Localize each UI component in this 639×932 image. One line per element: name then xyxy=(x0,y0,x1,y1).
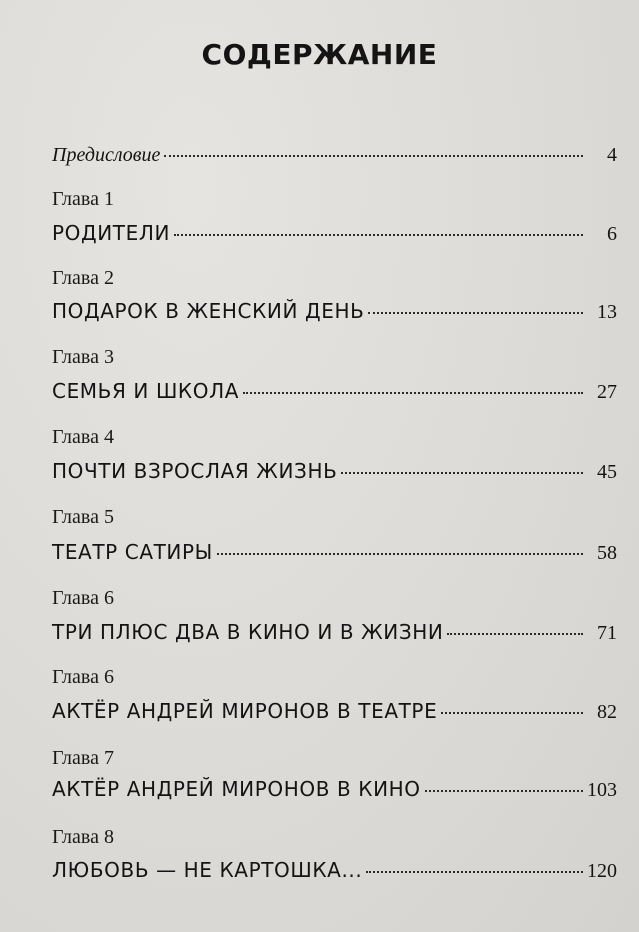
toc-page-number: 27 xyxy=(597,381,617,403)
chapter-number: Глава 3 xyxy=(52,346,114,368)
toc-page-number: 45 xyxy=(597,461,617,483)
toc-page-number: 58 xyxy=(597,542,617,564)
dot-leader xyxy=(425,790,583,792)
dot-leader xyxy=(368,312,583,314)
toc-entry xyxy=(52,697,617,725)
toc-entry-title: Предисловие xyxy=(52,144,161,166)
page-title: СОДЕРЖАНИЕ xyxy=(201,38,438,71)
toc-entry-title: АКТЁР АНДРЕЙ МИРОНОВ В КИНО xyxy=(52,777,421,801)
chapter-number: Глава 7 xyxy=(52,747,114,769)
toc-entry xyxy=(52,856,617,884)
toc-page-number: 103 xyxy=(587,779,617,801)
toc-entry-title: АКТЁР АНДРЕЙ МИРОНОВ В ТЕАТРЕ xyxy=(52,699,438,723)
toc-entry-title: ТРИ ПЛЮС ДВА В КИНО И В ЖИЗНИ xyxy=(52,620,444,644)
dot-leader xyxy=(441,712,583,714)
dot-leader xyxy=(217,553,583,555)
toc-entry xyxy=(52,775,617,803)
dot-leader xyxy=(243,392,583,394)
toc-page-number: 6 xyxy=(607,223,617,245)
dot-leader xyxy=(164,155,583,157)
toc-entry xyxy=(52,457,617,485)
chapter-number: Глава 6 xyxy=(52,587,114,609)
toc-entry-title: ТЕАТР САТИРЫ xyxy=(52,540,213,564)
dot-leader xyxy=(341,472,583,474)
toc-entry xyxy=(52,538,617,566)
chapter-number: Глава 1 xyxy=(52,188,114,210)
toc-entry-title: РОДИТЕЛИ xyxy=(52,221,171,245)
toc-page-number: 13 xyxy=(597,301,617,323)
toc-entry-title: ПОЧТИ ВЗРОСЛАЯ ЖИЗНЬ xyxy=(52,459,338,483)
toc-entry xyxy=(52,377,617,405)
toc-page-number: 71 xyxy=(597,622,617,644)
dot-leader xyxy=(447,633,583,635)
dot-leader xyxy=(366,871,583,873)
toc-entry xyxy=(52,618,617,646)
toc-page-number: 82 xyxy=(597,701,617,723)
toc-entry xyxy=(52,297,617,325)
chapter-number: Глава 8 xyxy=(52,826,114,848)
chapter-number: Глава 4 xyxy=(52,426,114,448)
toc-page-number: 4 xyxy=(607,144,617,166)
chapter-number: Глава 6 xyxy=(52,666,114,688)
toc-entry-title: СЕМЬЯ И ШКОЛА xyxy=(52,379,239,403)
toc-entry xyxy=(52,219,617,247)
dot-leader xyxy=(174,234,583,236)
toc-entry-preface xyxy=(52,141,617,169)
chapter-number: Глава 5 xyxy=(52,506,114,528)
toc-page-number: 120 xyxy=(587,860,617,882)
toc-entry-title: ПОДАРОК В ЖЕНСКИЙ ДЕНЬ xyxy=(52,299,365,323)
chapter-number: Глава 2 xyxy=(52,267,114,289)
toc-entry-title: ЛЮБОВЬ — НЕ КАРТОШКА... xyxy=(52,858,363,882)
